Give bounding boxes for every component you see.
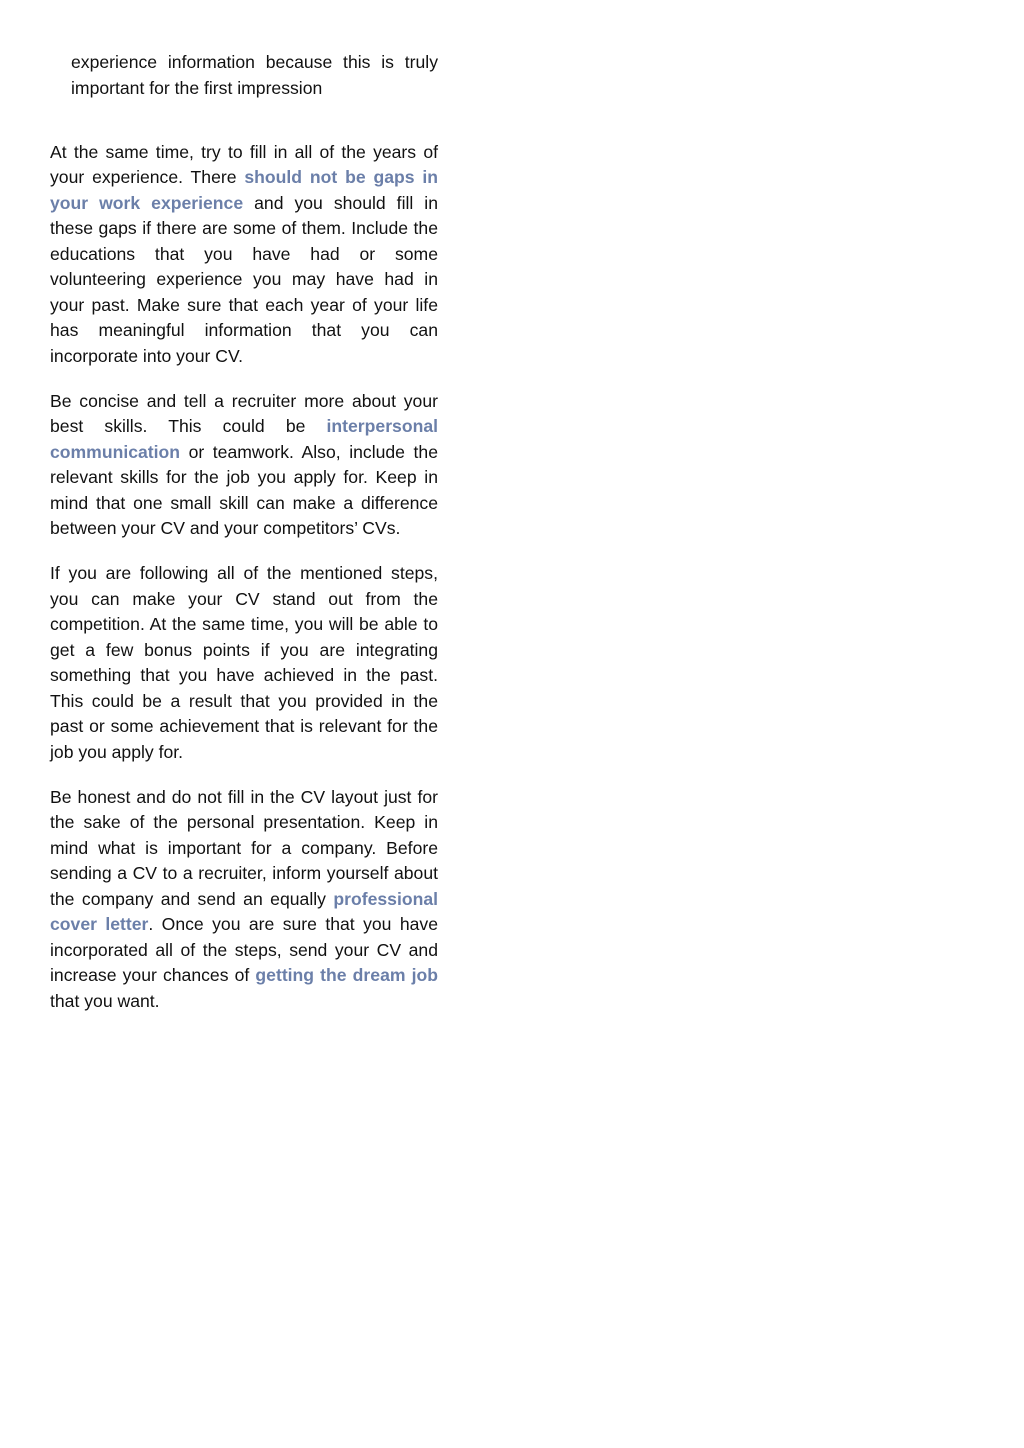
paragraph-text: or teamwork. Also, include the relevant skills for the job you apply for. Keep in mind that one small skill can make a difference between your CV and your competitors’ CVs. xyxy=(50,441,438,538)
paragraph-best-skills xyxy=(50,389,438,542)
text-column xyxy=(50,50,438,1034)
paragraph-text: If you are following all of the mentioned steps, you can make your CV stand out from the competition. At the same time, you will be able to get a few bonus points if you are integrating something that you have achieved in the past. This could be a result that you provided in the past or some achievement that is relevant for the job you apply for. xyxy=(50,563,438,762)
paragraph-text: and you should fill in these gaps if there are some of them. Include the educations that you have had or some volunteering experience you may have had in your past. Make sure that each year of your life has meaningful information that you can incorporate into your CV. xyxy=(50,192,438,366)
link-professional-cover-letter[interactable]: professional cover letter xyxy=(50,888,438,934)
link-getting-dream-job[interactable]: getting the dream job xyxy=(255,965,438,985)
paragraph-text: that you want. xyxy=(50,990,160,1011)
paragraph-text: . Once you are sure that you have incorporated all of the steps, send your CV and increase your chances of xyxy=(50,914,438,985)
paragraph-text: Be honest and do not fill in the CV layout just for the sake of the personal presentation. Keep in mind what is important for a company. Before sending a CV to a recruiter, inform yourself about the company and send an equally xyxy=(50,786,438,909)
link-gaps-work-experience[interactable]: should not be gaps in your work experience xyxy=(50,167,439,213)
paragraph-text: At the same time, try to fill in all of the years of your experience. There xyxy=(50,141,438,187)
paragraph-stand-out xyxy=(50,561,438,765)
paragraph-be-honest xyxy=(50,785,438,1015)
paragraph-text: experience information because this is truly important for the first impression xyxy=(71,52,438,98)
link-interpersonal-communication[interactable]: interpersonal communication xyxy=(50,416,438,462)
paragraph-experience-info xyxy=(50,50,438,101)
paragraph-fill-gaps xyxy=(50,140,438,370)
paragraph-text: Be concise and tell a recruiter more about your best skills. This could be xyxy=(50,390,438,436)
